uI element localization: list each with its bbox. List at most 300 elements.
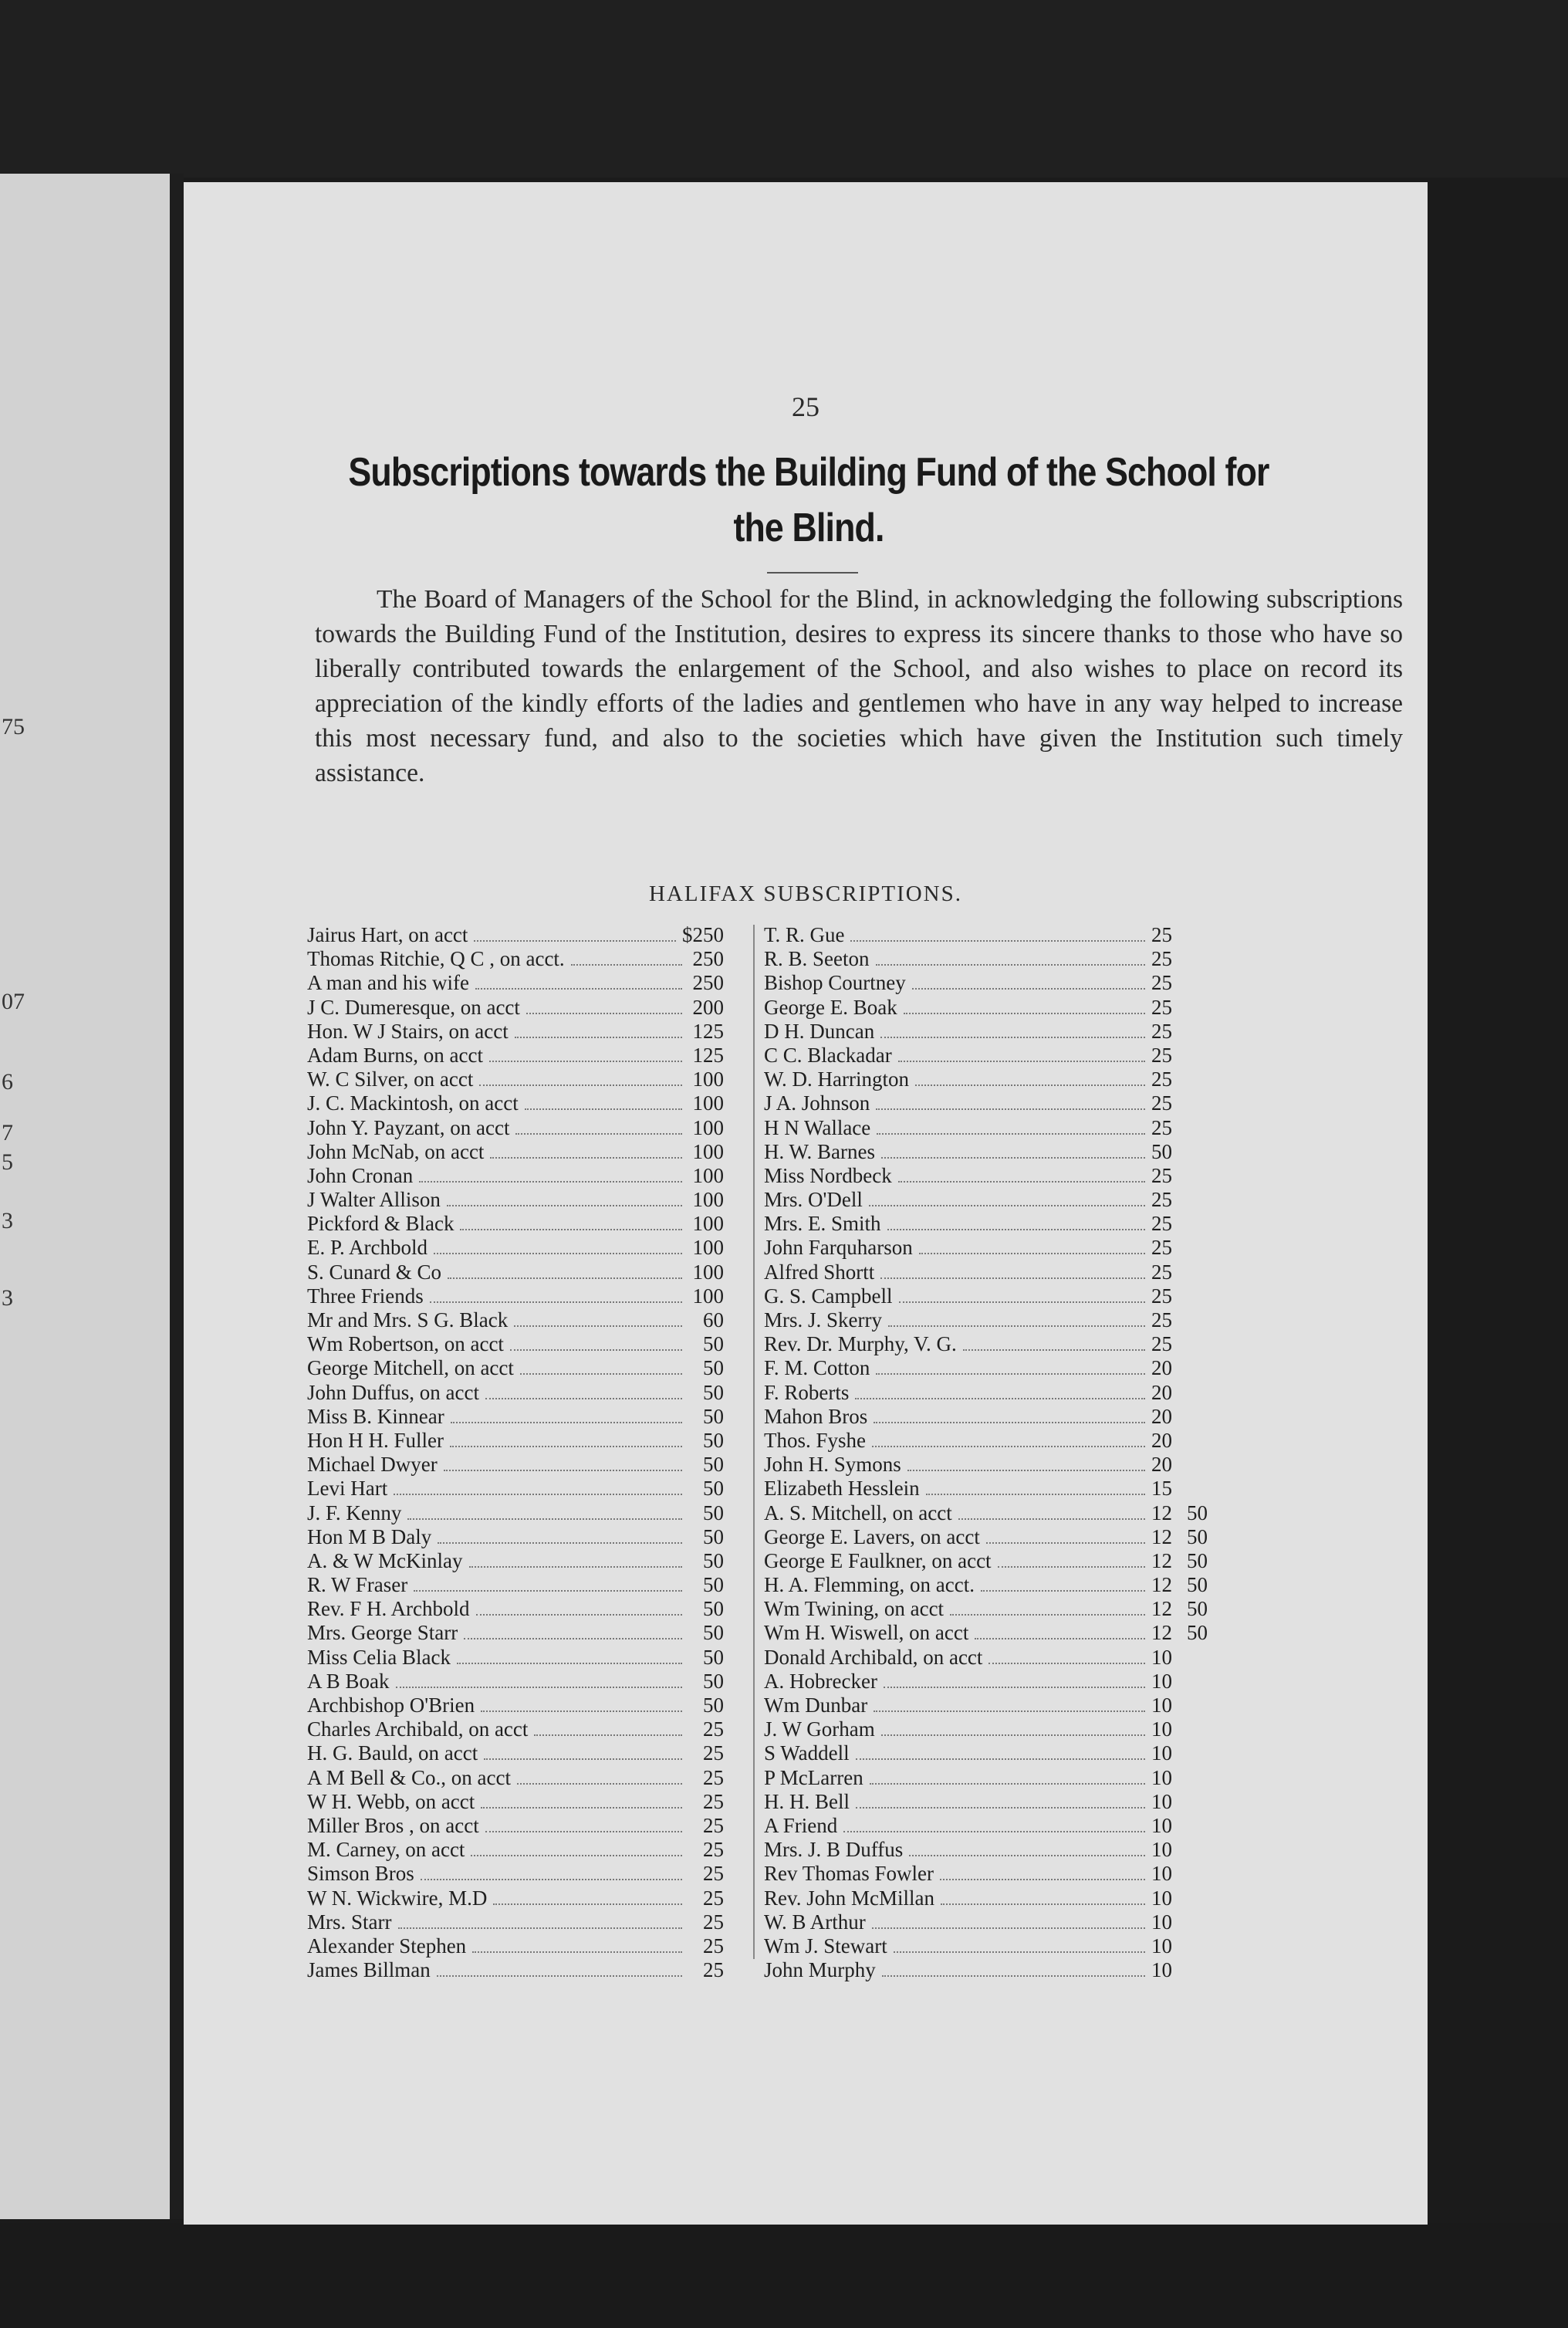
subscription-row	[307, 1356, 724, 1380]
subscription-amount	[1151, 1212, 1227, 1236]
dot-leader	[472, 1951, 682, 1953]
amount-dollars: 15	[1151, 1477, 1172, 1501]
adjacent-page-fragment: 7	[2, 1120, 13, 1145]
subscription-amount	[1151, 1381, 1227, 1405]
amount-dollars: 20	[1151, 1380, 1172, 1404]
subscription-row	[307, 1188, 724, 1212]
subscription-amount	[1151, 1501, 1227, 1525]
subscription-amount	[1151, 1838, 1227, 1862]
subscription-amount	[688, 1621, 724, 1645]
amount-dollars: 25	[703, 1886, 724, 1910]
subscription-row	[307, 1621, 724, 1645]
subscription-row	[764, 1958, 1227, 1982]
subscriber-name: H. W. Barnes	[764, 1139, 875, 1163]
subscription-amount	[688, 1766, 724, 1790]
subscription-amount	[688, 1381, 724, 1405]
subscription-amount	[688, 1717, 724, 1741]
amount-dollars: 25	[1151, 971, 1172, 995]
dot-leader	[485, 1831, 682, 1832]
subscription-amount	[688, 1501, 724, 1525]
subscription-row	[764, 1284, 1227, 1308]
subscription-row	[764, 1020, 1227, 1044]
amount-dollars: 100	[692, 1068, 724, 1091]
amount-dollars: 10	[1151, 1910, 1172, 1934]
subscription-row	[307, 1573, 724, 1597]
subscription-row	[764, 1044, 1227, 1068]
amount-dollars: 50	[703, 1548, 724, 1572]
subscription-row	[764, 1670, 1227, 1694]
subscription-row	[307, 1477, 724, 1501]
amount-dollars: 25	[703, 1838, 724, 1862]
subscriber-name: H. H. Bell	[764, 1789, 850, 1813]
subscription-amount	[1151, 1284, 1227, 1308]
subscriber-name: Simson Bros	[307, 1862, 414, 1886]
subscriber-name: Three Friends	[307, 1284, 424, 1308]
subscriber-name: Mr and Mrs. S G. Black	[307, 1308, 509, 1331]
scan-background-top	[0, 0, 1568, 178]
subscriber-name: George E. Lavers, on acct	[764, 1524, 980, 1548]
adjacent-page-fragment: 3	[2, 1285, 13, 1311]
subscription-amount	[1151, 1429, 1227, 1453]
subscription-row	[307, 1717, 724, 1741]
dot-leader	[919, 1253, 1145, 1254]
subscriber-name: D H. Duncan	[764, 1019, 875, 1043]
subscriber-name: Jairus Hart, on acct	[307, 923, 468, 946]
subscriber-name: Thomas Ritchie, Q C , on acct.	[307, 947, 565, 971]
subscription-amount	[688, 1886, 724, 1910]
subscriber-name: C C. Blackadar	[764, 1043, 892, 1067]
subscription-amount	[1151, 947, 1227, 971]
amount-dollars: 10	[1151, 1694, 1172, 1717]
subscription-amount	[1151, 1646, 1227, 1670]
dot-leader	[963, 1349, 1145, 1351]
subscription-amount	[1151, 1694, 1227, 1717]
subscription-amount	[1151, 1910, 1227, 1934]
dot-leader	[926, 1494, 1145, 1495]
dot-leader	[988, 1663, 1145, 1664]
column-divider	[753, 925, 755, 1959]
subscription-row	[307, 1525, 724, 1549]
amount-dollars: 10	[1151, 1765, 1172, 1789]
amount-dollars: 10	[1151, 1958, 1172, 1982]
subscription-row	[764, 971, 1227, 995]
amount-dollars: 50	[703, 1524, 724, 1548]
subscriber-name: Mrs. George Starr	[307, 1621, 458, 1645]
subscription-row	[307, 1091, 724, 1115]
amount-dollars: 25	[1151, 1260, 1172, 1284]
page-gutter	[170, 174, 184, 2219]
subscription-row	[764, 947, 1227, 971]
subscription-amount	[1151, 1068, 1227, 1091]
amount-dollars: 100	[692, 1212, 724, 1236]
subscriber-name: Elizabeth Hesslein	[764, 1477, 920, 1501]
amount-dollars: 12	[1151, 1548, 1172, 1572]
subscriber-name: Alfred Shortt	[764, 1260, 875, 1284]
subscription-row	[764, 1573, 1227, 1597]
subscription-amount	[688, 1091, 724, 1115]
document-page	[184, 182, 1428, 2225]
amount-dollars: 25	[1151, 1188, 1172, 1212]
subscription-row	[307, 947, 724, 971]
subscription-amount	[1151, 1044, 1227, 1068]
subscription-row	[764, 1790, 1227, 1814]
subscription-row	[307, 1332, 724, 1356]
subscription-amount	[688, 971, 724, 995]
subscription-amount	[682, 923, 724, 947]
subscriber-name: Mrs. J. B Duffus	[764, 1838, 904, 1862]
subscription-row	[307, 1453, 724, 1477]
subscription-amount	[1151, 1236, 1227, 1260]
subscription-row	[764, 1501, 1227, 1525]
subscription-amount	[1151, 1453, 1227, 1477]
subscription-row	[764, 1766, 1227, 1790]
dot-leader	[514, 1325, 682, 1327]
subscription-amount	[1151, 1405, 1227, 1429]
amount-dollars: 50	[703, 1477, 724, 1501]
amount-dollars: 25	[703, 1910, 724, 1934]
amount-dollars: 25	[703, 1958, 724, 1982]
subscription-row	[764, 1814, 1227, 1838]
amount-dollars: 25	[1151, 1019, 1172, 1043]
subscriber-name: John Farquharson	[764, 1236, 913, 1260]
amount-dollars: 200	[692, 995, 724, 1019]
subscriber-name: J. W Gorham	[764, 1717, 875, 1741]
dot-leader	[975, 1638, 1145, 1639]
subscription-amount	[1151, 1140, 1227, 1164]
subscription-amount	[688, 1308, 724, 1332]
subscription-row	[764, 1308, 1227, 1332]
subscription-row	[307, 1790, 724, 1814]
amount-dollars: 50	[703, 1621, 724, 1645]
subscriber-name: R. B. Seeton	[764, 947, 870, 971]
dot-leader	[884, 1687, 1145, 1688]
subscription-row	[307, 1549, 724, 1573]
subscriber-name: George E Faulkner, on acct	[764, 1548, 992, 1572]
dot-leader	[434, 1253, 682, 1254]
amount-dollars: 25	[1151, 995, 1172, 1019]
subscriber-name: E. P. Archbold	[307, 1236, 428, 1260]
subscription-row	[307, 1068, 724, 1091]
subscriber-name: Mrs. J. Skerry	[764, 1308, 882, 1331]
dot-leader	[510, 1349, 682, 1351]
subscriber-name: Archbishop O'Brien	[307, 1694, 475, 1717]
amount-dollars: 50	[703, 1356, 724, 1380]
subscription-row	[764, 1188, 1227, 1212]
dot-leader	[887, 1229, 1145, 1230]
subscriber-name: George Mitchell, on acct	[307, 1356, 514, 1380]
subscription-row	[764, 1910, 1227, 1934]
subscription-row	[764, 923, 1227, 947]
subscriber-name: M. Carney, on acct	[307, 1838, 465, 1862]
subscription-row	[307, 1741, 724, 1765]
amount-dollars: 20	[1151, 1404, 1172, 1428]
amount-dollars: 25	[703, 1789, 724, 1813]
amount-dollars: 10	[1151, 1789, 1172, 1813]
subscription-amount	[688, 1068, 724, 1091]
amount-dollars: 12	[1151, 1621, 1172, 1645]
subscription-amount	[688, 1356, 724, 1380]
dot-leader	[894, 1951, 1145, 1953]
subscription-row	[307, 1260, 724, 1284]
subscription-row	[307, 1020, 724, 1044]
intro-paragraph: The Board of Managers of the School for the Blind, in acknowledging the following subscriptions towards the Building Fund of the Institution, desires to express its sincere thanks to those who have so liberally contributed towards the enlargement of the School, and also wishes to place on record its appreciation of the kindly efforts of the ladies and gentlemen who have in any way helped to increase this most necessary fund, and also to the societies which have given the Institution such timely assistance.	[315, 585, 1403, 787]
dot-leader	[904, 1013, 1145, 1014]
subscriber-name: J A. Johnson	[764, 1091, 870, 1115]
amount-dollars: 50	[703, 1573, 724, 1597]
amount-cents: 50	[1187, 1597, 1208, 1621]
subscriber-name: T. R. Gue	[764, 923, 845, 946]
subscriber-name: P McLarren	[764, 1765, 863, 1789]
subscription-amount	[688, 1020, 724, 1044]
dot-leader	[843, 1831, 1145, 1832]
subscription-row	[764, 1477, 1227, 1501]
subscription-row	[307, 923, 724, 947]
dot-leader	[469, 1566, 683, 1568]
dot-leader	[484, 1758, 682, 1760]
dot-leader	[493, 1903, 682, 1905]
subscription-amount	[1151, 1091, 1227, 1115]
subscription-row	[307, 1694, 724, 1717]
amount-dollars: 25	[703, 1717, 724, 1741]
subscriber-name: John McNab, on acct	[307, 1139, 485, 1163]
subscription-amount	[688, 1140, 724, 1164]
subscription-row	[764, 1886, 1227, 1910]
amount-dollars: 25	[703, 1765, 724, 1789]
subscription-row	[307, 1934, 724, 1958]
dot-leader	[874, 1422, 1145, 1423]
amount-dollars: 10	[1151, 1741, 1172, 1765]
subscriber-name: Rev. F H. Archbold	[307, 1597, 470, 1621]
subscription-amount	[1151, 1886, 1227, 1910]
subscription-row	[307, 1501, 724, 1525]
dot-leader	[856, 1807, 1145, 1809]
subscriber-name: W. D. Harrington	[764, 1068, 909, 1091]
amount-dollars: 50	[703, 1501, 724, 1524]
amount-dollars: 25	[1151, 1163, 1172, 1187]
subscriber-name: Rev. Dr. Murphy, V. G.	[764, 1332, 957, 1356]
subscription-row	[764, 1741, 1227, 1765]
subscription-row	[764, 1164, 1227, 1188]
amount-dollars: $250	[682, 923, 724, 946]
dot-leader	[430, 1301, 682, 1303]
subscription-amount	[1151, 1621, 1227, 1645]
amount-dollars: 50	[703, 1428, 724, 1452]
subscriber-name: A Friend	[764, 1813, 838, 1837]
subscription-row	[307, 1140, 724, 1164]
dot-leader	[460, 1229, 682, 1230]
dot-leader	[950, 1614, 1145, 1616]
subscription-amount	[688, 1260, 724, 1284]
subscriber-name: Alexander Stephen	[307, 1934, 467, 1957]
dot-leader	[407, 1518, 682, 1520]
amount-dollars: 60	[703, 1308, 724, 1331]
subscription-amount	[1151, 1597, 1227, 1621]
subscription-amount	[688, 1934, 724, 1958]
subscription-amount	[1151, 1477, 1227, 1501]
subscription-row	[307, 1212, 724, 1236]
subscriber-name: Wm Dunbar	[764, 1694, 868, 1717]
dot-leader	[474, 940, 676, 942]
dot-leader	[475, 988, 682, 990]
amount-dollars: 10	[1151, 1862, 1172, 1886]
adjacent-page-fragment: 6	[2, 1069, 13, 1095]
subscriber-name: H. G. Bauld, on acct	[307, 1741, 478, 1765]
subscriber-name: S. Cunard & Co	[307, 1260, 442, 1284]
dot-leader	[986, 1542, 1145, 1544]
dot-leader	[481, 1807, 682, 1809]
dot-leader	[534, 1734, 682, 1736]
subscription-row	[307, 1838, 724, 1862]
dot-leader	[419, 1181, 682, 1183]
dot-leader	[880, 1037, 1145, 1038]
subscriber-name: Miss Celia Black	[307, 1645, 451, 1669]
amount-cents: 50	[1187, 1621, 1208, 1645]
dot-leader	[571, 964, 682, 966]
subscription-amount	[688, 947, 724, 971]
amount-dollars: 50	[703, 1669, 724, 1693]
subscription-row	[307, 1381, 724, 1405]
subscription-row	[307, 1646, 724, 1670]
dot-leader	[471, 1855, 682, 1856]
scan-background-bottom	[0, 2223, 1568, 2328]
dot-leader	[396, 1687, 682, 1688]
subscription-amount	[688, 1236, 724, 1260]
subscriber-name: Mrs. Starr	[307, 1910, 392, 1934]
subscriber-name: W. C Silver, on acct	[307, 1068, 474, 1091]
subscription-amount	[688, 1910, 724, 1934]
amount-dollars: 12	[1151, 1524, 1172, 1548]
subscription-amount	[688, 1284, 724, 1308]
subscriber-name: George E. Boak	[764, 995, 897, 1019]
amount-dollars: 25	[1151, 1043, 1172, 1067]
subscription-row	[764, 1212, 1227, 1236]
subscription-row	[764, 1236, 1227, 1260]
dot-leader	[457, 1663, 682, 1664]
subscription-row	[764, 1525, 1227, 1549]
subscriber-name: Levi Hart	[307, 1477, 388, 1501]
subscription-row	[307, 1886, 724, 1910]
amount-dollars: 25	[1151, 1308, 1172, 1331]
dot-leader	[476, 1614, 683, 1616]
dot-leader	[880, 1277, 1145, 1279]
subscription-amount	[1151, 1356, 1227, 1380]
subscriber-name: A B Boak	[307, 1669, 390, 1693]
amount-dollars: 10	[1151, 1669, 1172, 1693]
dot-leader	[882, 1975, 1145, 1977]
subscription-amount	[1151, 971, 1227, 995]
subscription-amount	[688, 1670, 724, 1694]
amount-dollars: 50	[703, 1453, 724, 1477]
subscription-row	[307, 1308, 724, 1332]
subscription-row	[764, 996, 1227, 1020]
subscription-row	[307, 1044, 724, 1068]
subscriber-name: Miss Nordbeck	[764, 1163, 892, 1187]
subscription-amount	[688, 1814, 724, 1838]
subscription-row	[764, 1453, 1227, 1477]
amount-dollars: 20	[1151, 1356, 1172, 1380]
amount-dollars: 100	[692, 1236, 724, 1260]
amount-dollars: 25	[1151, 1284, 1172, 1308]
subscription-row	[764, 1646, 1227, 1670]
subscription-amount	[688, 1646, 724, 1670]
amount-dollars: 50	[703, 1380, 724, 1404]
subscription-row	[764, 1934, 1227, 1958]
subscription-row	[307, 1862, 724, 1886]
subscription-row	[307, 1116, 724, 1140]
dot-leader	[850, 940, 1145, 942]
dot-leader	[526, 1013, 682, 1014]
title-rule	[767, 572, 858, 574]
subscription-row	[307, 1164, 724, 1188]
dot-leader	[899, 1301, 1146, 1303]
subscriber-name: W H. Webb, on acct	[307, 1789, 475, 1813]
subscription-row	[764, 1549, 1227, 1573]
subscription-row	[764, 1068, 1227, 1091]
dot-leader	[940, 1879, 1145, 1880]
amount-dollars: 50	[1151, 1139, 1172, 1163]
subscription-amount	[688, 1477, 724, 1501]
subscriber-name: F. Roberts	[764, 1380, 850, 1404]
subscription-amount	[1151, 1308, 1227, 1332]
subscriber-name: Adam Burns, on acct	[307, 1043, 483, 1067]
amount-dollars: 20	[1151, 1453, 1172, 1477]
subscriber-name: W. B Arthur	[764, 1910, 866, 1934]
dot-leader	[907, 1470, 1145, 1471]
subscriber-name: Wm H. Wiswell, on acct	[764, 1621, 969, 1645]
subscription-amount	[688, 1044, 724, 1068]
amount-cents: 50	[1187, 1524, 1208, 1548]
subscription-amount	[688, 1597, 724, 1621]
subscription-row	[764, 1838, 1227, 1862]
dot-leader	[876, 1373, 1145, 1375]
dot-leader	[898, 1061, 1145, 1062]
amount-dollars: 100	[692, 1139, 724, 1163]
subscription-amount	[1151, 1188, 1227, 1212]
amount-dollars: 25	[703, 1813, 724, 1837]
amount-dollars: 100	[692, 1284, 724, 1308]
amount-dollars: 20	[1151, 1428, 1172, 1452]
dot-leader	[872, 1446, 1145, 1447]
subscription-amount	[1151, 1549, 1227, 1573]
dot-leader	[421, 1879, 682, 1880]
subscription-amount	[688, 1958, 724, 1982]
subscriber-name: H. A. Flemming, on acct.	[764, 1573, 975, 1597]
subscription-amount	[688, 1573, 724, 1597]
adjacent-page-fragment: 07	[2, 989, 25, 1014]
subscription-amount	[688, 1838, 724, 1862]
dot-leader	[464, 1638, 682, 1639]
subscription-row	[764, 1621, 1227, 1645]
dot-leader	[888, 1325, 1145, 1327]
dot-leader	[912, 988, 1145, 990]
amount-dollars: 50	[703, 1597, 724, 1621]
dot-leader	[438, 1542, 682, 1544]
dot-leader	[520, 1373, 682, 1375]
amount-dollars: 25	[1151, 1091, 1172, 1115]
amount-dollars: 250	[692, 947, 724, 971]
adjacent-page-fragment: 3	[2, 1208, 13, 1233]
dot-leader	[444, 1470, 682, 1471]
dot-leader	[517, 1783, 682, 1785]
amount-dollars: 25	[1151, 947, 1172, 971]
dot-leader	[915, 1084, 1145, 1086]
subscriber-name: Miss B. Kinnear	[307, 1404, 444, 1428]
subscriber-name: John Cronan	[307, 1163, 414, 1187]
amount-dollars: 125	[692, 1043, 724, 1067]
subscription-amount	[1151, 1717, 1227, 1741]
subscriber-name: F. M. Cotton	[764, 1356, 870, 1380]
amount-dollars: 50	[703, 1332, 724, 1356]
